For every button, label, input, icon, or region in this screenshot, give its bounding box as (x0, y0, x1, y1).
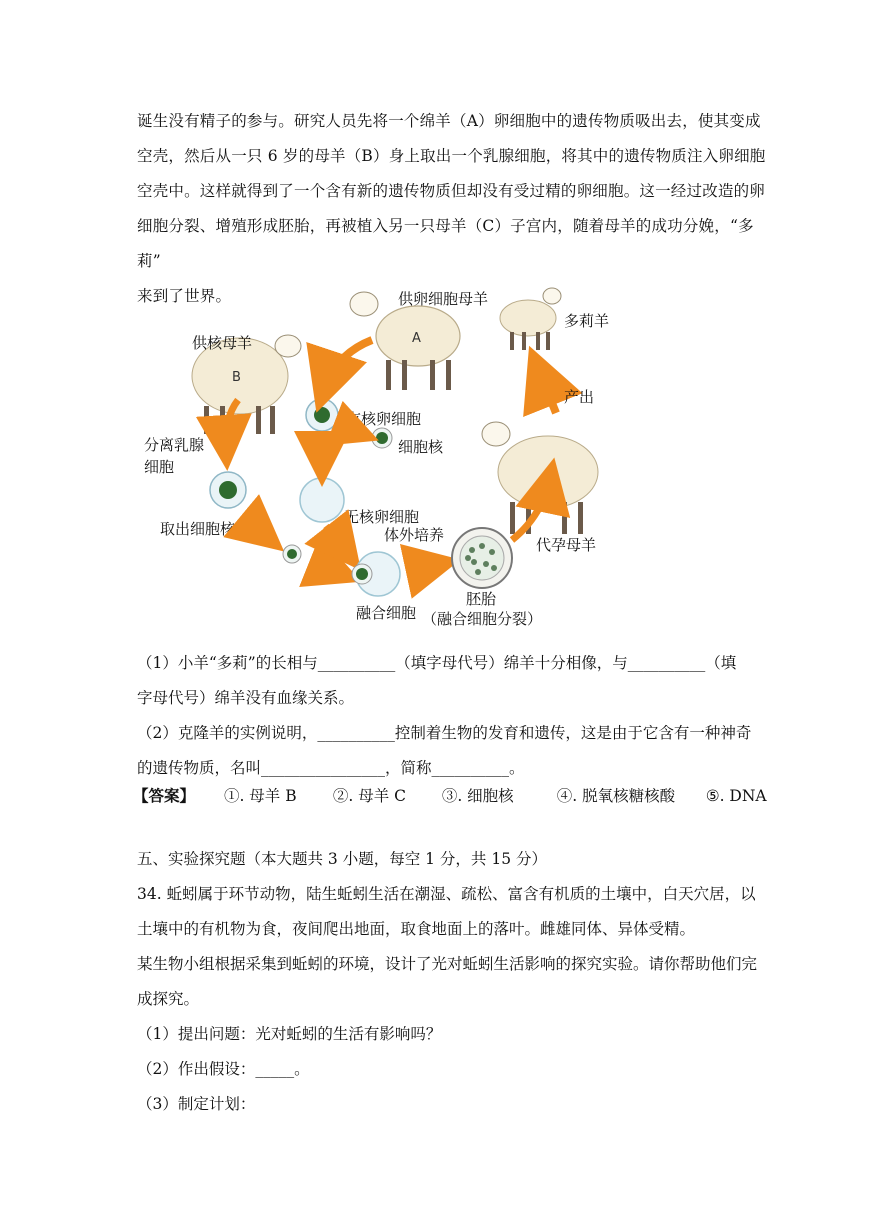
q34-step2: （2）作出假设：_____。 (137, 1060, 310, 1078)
separate-mammary-label: 分离乳腺 (144, 436, 205, 454)
in-vitro-culture-label: 体外培养 (384, 526, 445, 544)
egg-to-fusion-arrow (326, 526, 348, 554)
dolly-label: 多莉羊 (564, 312, 610, 330)
fused-cell-label: 融合细胞 (356, 604, 417, 622)
sheep-c-figure (482, 422, 598, 534)
intro-line: 空壳，然后从一只 6 岁的母羊（B）身上取出一个乳腺细胞，将其中的遗传物质注入卵细胞 (137, 147, 766, 165)
embryo-label: 胚胎 (466, 590, 497, 608)
answer-line (133, 778, 783, 814)
culture-arrow (412, 564, 440, 570)
answer-3: ③. 细胞核 (441, 787, 514, 805)
removed-nucleus (372, 428, 392, 448)
inject-arrow (312, 562, 342, 574)
cloning-diagram (140, 278, 780, 638)
intro-line: 诞生没有精子的参与。研究人员先将一个绵羊（A）卵细胞中的遗传物质吸出去，使其变成 (137, 112, 761, 130)
section-heading: 五、实验探究题（本大题共 3 小题，每空 1 分，共 15 分） (137, 850, 548, 868)
nucleus-donor-label: 供核母羊 (192, 334, 253, 352)
enucleated-egg-label: 无核卵细胞 (344, 508, 420, 526)
answer-4: ④. 脱氧核糖核酸 (556, 787, 676, 805)
egg-extract-arrow (324, 340, 372, 390)
surrogate-label: 代孕母羊 (536, 536, 597, 554)
extract-nucleus-label: 取出细胞核 (160, 520, 236, 538)
q34-line: 某生物小组根据采集到蚯蚓的环境，设计了光对蚯蚓生活影响的探究实验。请你帮助他们完 (137, 955, 758, 973)
q33-part2-line1: （2）克隆羊的实例说明，__________控制着生物的发育和遗传，这是由于它含有一种神奇 (137, 724, 752, 742)
answer-5: ⑤. DNA (705, 787, 767, 805)
q33-part1-line2: 字母代号）绵羊没有血缘关系。 (137, 689, 355, 707)
answer-2: ②. 母羊 C (332, 787, 407, 805)
sheep-a-letter: A (412, 331, 421, 346)
intro-line: 细胞分裂、增殖形成胚胎，再被植入另一只母羊（C）子宫内，随着母羊的成功分娩，“多莉” (137, 217, 754, 270)
sheep-b-letter: B (232, 370, 241, 385)
produce-arrow (538, 368, 556, 413)
extract-arrow (244, 518, 268, 538)
q34-step3: （3）制定计划： (137, 1095, 256, 1113)
q34-line: 34. 蚯蚓属于环节动物，陆生蚯蚓生活在潮湿、疏松、富含有机质的土壤中，白天穴居，以 (137, 885, 756, 903)
sheep-c-letter: C (544, 466, 554, 481)
q34-step1: （1）提出问题：光对蚯蚓的生活有影响吗？ (137, 1025, 442, 1043)
dolly-sheep-figure (500, 288, 561, 350)
separate-mammary-label-2: 细胞 (144, 458, 175, 476)
intro-line: 空壳中。这样就得到了一个含有新的遗传物质但却没有受过精的卵细胞。这一经过改造的卵 (137, 182, 766, 200)
nucleated-egg-cell (306, 399, 338, 431)
produce-label: 产出 (564, 388, 595, 406)
q34-line: 成探究。 (137, 990, 200, 1008)
donor-nucleus (283, 545, 301, 563)
embryo-cell (452, 528, 512, 588)
answer-label: 【答案】 (133, 786, 196, 805)
egg-donor-label: 供卵细胞母羊 (398, 290, 489, 308)
intro-line: 来到了世界。 (137, 287, 232, 305)
q33-part2-line2: 的遗传物质，名叫________________，简称__________。 (137, 759, 525, 777)
mammary-cell (210, 472, 246, 508)
cell-nucleus-label: 细胞核 (398, 438, 444, 456)
embryo-note-label: （融合细胞分裂） (422, 610, 543, 628)
answer-1: ①. 母羊 B (223, 787, 297, 805)
nucleated-egg-label: 有核卵细胞 (346, 410, 422, 428)
q34-line: 土壤中的有机物为食，夜间爬出地面，取食地面上的落叶。雌雄同体、异体受精。 (137, 920, 696, 938)
fused-cell (352, 552, 400, 596)
q33-part1-line1: （1）小羊“多莉”的长相与__________（填字母代号）绵羊十分相像，与__________（填 (137, 654, 737, 672)
enucleated-egg-cell (300, 478, 344, 522)
